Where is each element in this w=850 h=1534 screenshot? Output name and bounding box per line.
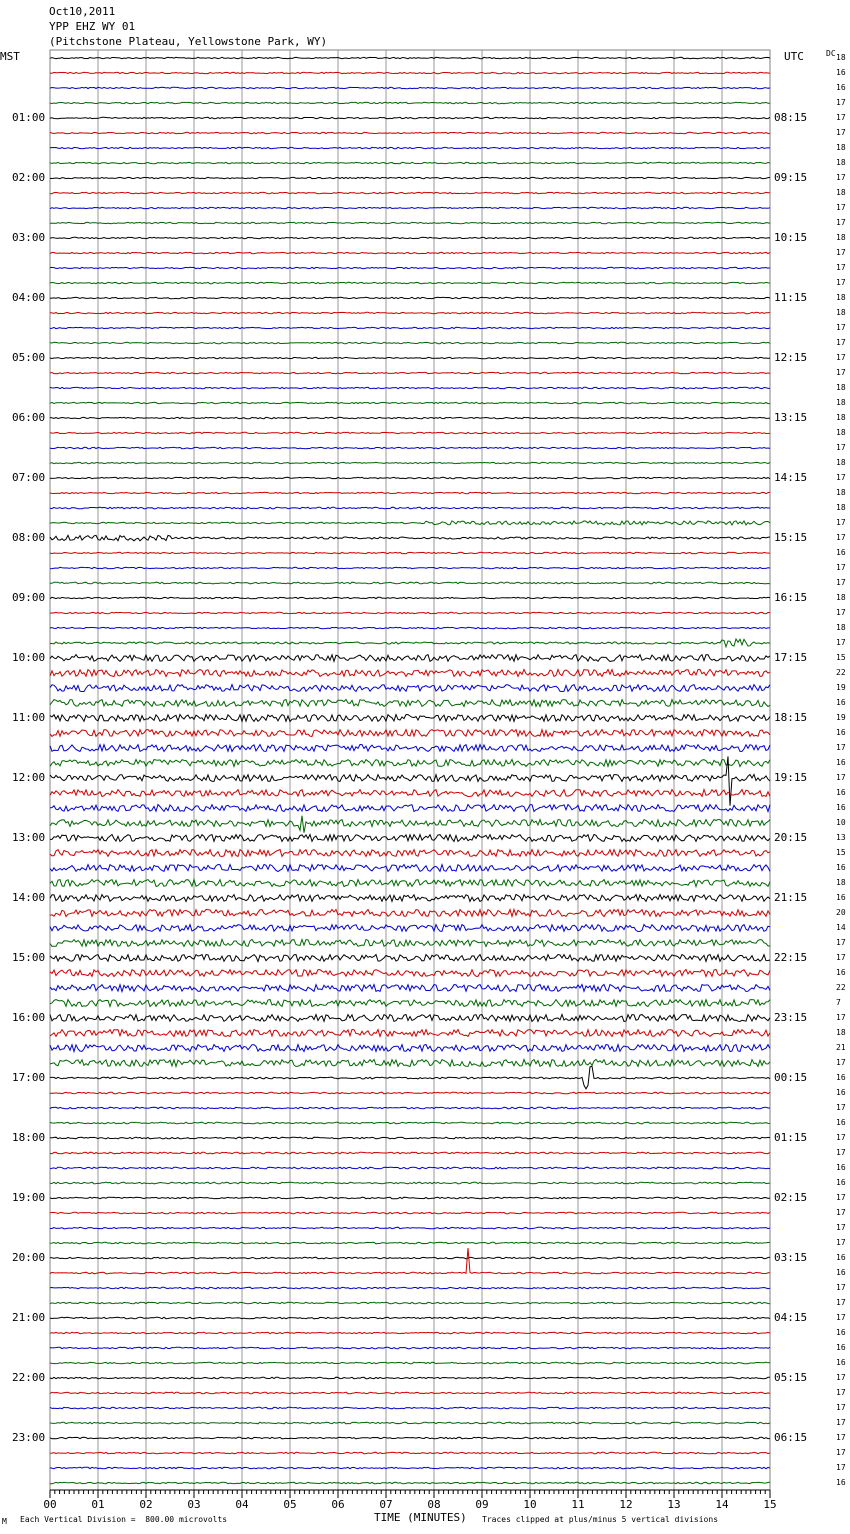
trace-line [50, 1317, 770, 1319]
x-tick-label: 05 [283, 1498, 297, 1511]
left-hour-label: 01:00 [12, 111, 46, 124]
trace-line [50, 1066, 770, 1089]
dc-offset: 16 [836, 758, 846, 767]
dc-offset: 15 [836, 848, 846, 857]
dc-offset: 16 [836, 1088, 846, 1097]
dc-offset: 16 [836, 1253, 846, 1262]
dc-offset: 13 [836, 833, 846, 842]
dc-offset: 17 [836, 1013, 846, 1022]
trace-line [50, 685, 770, 692]
dc-offset: 17 [836, 1148, 846, 1157]
corner-mark: M [2, 1517, 7, 1526]
trace-line [50, 925, 770, 932]
left-timezone-label: MST [0, 50, 20, 63]
trace-line [50, 387, 770, 388]
trace-line [50, 700, 770, 707]
dc-offset: 17 [836, 578, 846, 587]
dc-offset: 18 [836, 53, 846, 62]
dc-offset: 17 [836, 443, 846, 452]
left-hour-label: 18:00 [12, 1131, 46, 1144]
x-tick-label: 00 [43, 1498, 57, 1511]
header-station: YPP EHZ WY 01 [49, 20, 136, 33]
trace-line [50, 1060, 770, 1067]
right-hour-label: 13:15 [774, 411, 808, 424]
trace-line [50, 1482, 770, 1484]
header-date: Oct10,2011 [49, 5, 116, 18]
left-hour-label: 16:00 [12, 1011, 46, 1024]
dc-offset: 17 [836, 323, 846, 332]
trace-line [50, 1452, 770, 1454]
left-hour-label: 02:00 [12, 171, 46, 184]
x-axis [43, 1490, 776, 1511]
right-hour-label: 21:15 [774, 891, 808, 904]
left-hour-label: 20:00 [12, 1251, 46, 1264]
right-hour-label: 01:15 [774, 1131, 808, 1144]
right-hour-label: 17:15 [774, 651, 808, 664]
dc-offset: 18 [836, 383, 846, 392]
trace-line [50, 507, 770, 509]
dc-offset: 18 [836, 188, 846, 197]
dc-offset: 10 [836, 818, 846, 827]
trace-line [50, 1015, 770, 1022]
left-hour-label: 14:00 [12, 891, 46, 904]
dc-offset: 16 [836, 68, 846, 77]
dc-offset: 17 [836, 338, 846, 347]
dc-offset: 16 [836, 803, 846, 812]
left-hour-label: 06:00 [12, 411, 46, 424]
trace-line [50, 462, 770, 463]
trace-line [50, 57, 770, 58]
trace-line [50, 357, 770, 358]
trace-line [50, 1030, 770, 1037]
dc-offset: 17 [836, 1193, 846, 1202]
right-hour-label: 10:15 [774, 231, 808, 244]
trace-line [50, 162, 770, 163]
right-hour-label: 19:15 [774, 771, 808, 784]
left-hour-label: 19:00 [12, 1191, 46, 1204]
trace-line [50, 670, 770, 677]
dc-offset: 17 [836, 1223, 846, 1232]
dc-offset: 16 [836, 1118, 846, 1127]
dc-offset: 21 [836, 1043, 846, 1052]
dc-offset: 16 [836, 863, 846, 872]
dc-offset: 20 [836, 908, 846, 917]
seismic-traces [50, 57, 770, 1484]
dc-offset: 16 [836, 1343, 846, 1352]
trace-line [50, 567, 770, 568]
trace-line [50, 1045, 770, 1052]
x-tick-label: 12 [619, 1498, 633, 1511]
trace-line [50, 805, 770, 812]
dc-offset: 18 [836, 458, 846, 467]
trace-line [50, 372, 770, 373]
dc-offset: 18 [836, 143, 846, 152]
right-hour-label: 12:15 [774, 351, 808, 364]
header-location: (Pitchstone Plateau, Yellowstone Park, WY) [49, 35, 328, 48]
right-hour-label: 08:15 [774, 111, 808, 124]
dc-offset: 17 [836, 1388, 846, 1397]
trace-line [50, 816, 770, 833]
left-hour-label: 11:00 [12, 711, 46, 724]
x-tick-label: 11 [571, 1498, 585, 1511]
dc-offset: 19 [836, 713, 846, 722]
dc-offset: 17 [836, 1298, 846, 1307]
right-hour-label: 06:15 [774, 1431, 808, 1444]
dc-offset: 17 [836, 1373, 846, 1382]
left-hour-label: 07:00 [12, 471, 46, 484]
dc-offset: 17 [836, 608, 846, 617]
right-hour-label: 14:15 [774, 471, 808, 484]
trace-line [50, 1122, 770, 1124]
trace-line [50, 715, 770, 722]
dc-offset: 17 [836, 368, 846, 377]
x-tick-label: 07 [379, 1498, 393, 1511]
x-tick-label: 01 [91, 1498, 105, 1511]
x-tick-label: 08 [427, 1498, 441, 1511]
trace-line [50, 1212, 770, 1214]
dc-label: DC [826, 49, 836, 58]
x-tick-label: 09 [475, 1498, 489, 1511]
trace-line [50, 267, 770, 268]
trace-line [50, 417, 770, 418]
trace-line [50, 72, 770, 73]
trace-line [50, 1362, 770, 1364]
trace-line [50, 492, 770, 493]
dc-offset: 17 [836, 773, 846, 782]
trace-line [50, 940, 770, 947]
trace-line [50, 402, 770, 403]
dc-offset: 17 [836, 278, 846, 287]
right-hour-label: 20:15 [774, 831, 808, 844]
dc-offset: 17 [836, 1238, 846, 1247]
dc-offset: 18 [836, 488, 846, 497]
trace-line [50, 102, 770, 103]
trace-line [50, 1137, 770, 1139]
dc-offset: 16 [836, 1163, 846, 1172]
plot-frame [50, 50, 770, 1490]
right-hour-label: 11:15 [774, 291, 808, 304]
time-grid [50, 50, 770, 1490]
dc-offset: 17 [836, 1448, 846, 1457]
trace-line [50, 850, 770, 857]
dc-offset: 18 [836, 158, 846, 167]
x-tick-label: 10 [523, 1498, 537, 1511]
trace-line [50, 790, 770, 797]
trace-line [50, 1422, 770, 1424]
trace-line [50, 147, 770, 148]
trace-line [50, 1152, 770, 1154]
dc-offset: 17 [836, 1103, 846, 1112]
trace-line [50, 1167, 770, 1169]
trace-line [50, 865, 770, 872]
dc-offset: 16 [836, 548, 846, 557]
dc-offset: 7 [836, 998, 841, 1007]
trace-line [50, 312, 770, 313]
dc-offset: 17 [836, 1133, 846, 1142]
dc-offset: 18 [836, 308, 846, 317]
trace-line [50, 477, 770, 478]
dc-offset: 22 [836, 983, 846, 992]
dc-offset: 17 [836, 1403, 846, 1412]
dc-offset: 17 [836, 743, 846, 752]
dc-offset: 18 [836, 503, 846, 512]
trace-line [50, 895, 770, 902]
trace-line [50, 1092, 770, 1094]
left-hour-label: 23:00 [12, 1431, 46, 1444]
scale-note: Each Vertical Division = 800.00 microvolts [20, 1515, 228, 1524]
trace-line [50, 297, 770, 298]
trace-line [50, 1227, 770, 1229]
right-hour-label: 03:15 [774, 1251, 808, 1264]
trace-line [50, 1257, 770, 1259]
trace-line [50, 1000, 770, 1007]
dc-offset: 17 [836, 473, 846, 482]
dc-offset: 17 [836, 113, 846, 122]
right-hour-label: 00:15 [774, 1071, 808, 1084]
dc-offset: 17 [836, 263, 846, 272]
dc-offset: 18 [836, 878, 846, 887]
dc-offset: 17 [836, 518, 846, 527]
trace-line [50, 252, 770, 253]
dc-offset: 16 [836, 1358, 846, 1367]
trace-line [50, 521, 770, 525]
right-hour-label: 09:15 [774, 171, 808, 184]
right-timezone-label: UTC [784, 50, 804, 63]
x-tick-label: 02 [139, 1498, 153, 1511]
trace-line [50, 237, 770, 238]
right-hour-label: 02:15 [774, 1191, 808, 1204]
dc-offset: 16 [836, 83, 846, 92]
dc-offset: 17 [836, 1208, 846, 1217]
dc-offset: 18 [836, 413, 846, 422]
trace-line [50, 655, 770, 662]
dc-offset: 17 [836, 938, 846, 947]
trace-line [50, 627, 770, 628]
trace-line [50, 760, 770, 767]
trace-line [50, 955, 770, 962]
trace-line [50, 1197, 770, 1199]
clip-note: Traces clipped at plus/minus 5 vertical divisions [482, 1515, 719, 1524]
dc-offset: 18 [836, 293, 846, 302]
trace-line [50, 1248, 770, 1274]
dc-offset: 17 [836, 1058, 846, 1067]
dc-offset: 16 [836, 1268, 846, 1277]
trace-line [50, 1377, 770, 1379]
trace-line [50, 1407, 770, 1409]
trace-line [50, 1392, 770, 1394]
trace-line [50, 835, 770, 842]
left-hour-label: 08:00 [12, 531, 46, 544]
trace-line [50, 730, 770, 737]
dc-offset: 17 [836, 953, 846, 962]
dc-offset: 16 [836, 728, 846, 737]
right-hour-label: 22:15 [774, 951, 808, 964]
trace-line [50, 985, 770, 992]
left-hour-label: 13:00 [12, 831, 46, 844]
dc-offset: 16 [836, 788, 846, 797]
dc-offset: 17 [836, 533, 846, 542]
trace-line [50, 117, 770, 118]
trace-line [50, 177, 770, 178]
trace-line [50, 910, 770, 917]
trace-line [50, 447, 770, 448]
left-hour-label: 12:00 [12, 771, 46, 784]
left-hour-label: 05:00 [12, 351, 46, 364]
dc-offset: 19 [836, 683, 846, 692]
trace-line [50, 432, 770, 433]
left-hour-label: 15:00 [12, 951, 46, 964]
left-hour-label: 10:00 [12, 651, 46, 664]
dc-offset: 17 [836, 173, 846, 182]
left-hour-label: 21:00 [12, 1311, 46, 1324]
trace-line [50, 132, 770, 133]
dc-offset: 16 [836, 893, 846, 902]
dc-offset: 17 [836, 218, 846, 227]
dc-offset: 18 [836, 623, 846, 632]
dc-offset: 17 [836, 1313, 846, 1322]
trace-line [50, 207, 770, 208]
dc-offset: 17 [836, 128, 846, 137]
dc-offset: 17 [836, 248, 846, 257]
dc-offset: 17 [836, 203, 846, 212]
trace-line [50, 552, 770, 553]
trace-line [50, 1332, 770, 1334]
x-tick-label: 14 [715, 1498, 729, 1511]
trace-line [50, 1182, 770, 1184]
trace-line [50, 1347, 770, 1349]
dc-offset: 18 [836, 233, 846, 242]
trace-line [50, 1107, 770, 1109]
trace-line [50, 612, 770, 613]
right-hour-label: 23:15 [774, 1011, 808, 1024]
dc-offset: 17 [836, 563, 846, 572]
trace-line [50, 597, 770, 598]
right-hour-label: 04:15 [774, 1311, 808, 1324]
trace-line [50, 1242, 770, 1244]
trace-line [50, 582, 770, 584]
left-hour-label: 09:00 [12, 591, 46, 604]
x-tick-label: 13 [667, 1498, 681, 1511]
dc-offset: 18 [836, 593, 846, 602]
dc-offset: 15 [836, 653, 846, 662]
left-hour-label: 04:00 [12, 291, 46, 304]
right-hour-label: 18:15 [774, 711, 808, 724]
dc-offset: 17 [836, 1283, 846, 1292]
dc-offset: 18 [836, 398, 846, 407]
trace-line [50, 282, 770, 283]
dc-offset: 16 [836, 698, 846, 707]
right-hour-label: 16:15 [774, 591, 808, 604]
trace-line [50, 970, 770, 977]
trace-line [50, 342, 770, 343]
trace-line [50, 192, 770, 193]
dc-offset: 17 [836, 98, 846, 107]
dc-offset: 18 [836, 428, 846, 437]
dc-offset: 16 [836, 1478, 846, 1487]
dc-offset: 18 [836, 1028, 846, 1037]
dc-offset: 16 [836, 968, 846, 977]
trace-line [50, 87, 770, 88]
dc-offset: 16 [836, 1328, 846, 1337]
dc-offset: 14 [836, 923, 846, 932]
right-hour-label: 05:15 [774, 1371, 808, 1384]
x-tick-label: 04 [235, 1498, 249, 1511]
x-tick-label: 06 [331, 1498, 345, 1511]
dc-offset: 16 [836, 1073, 846, 1082]
trace-line [50, 1287, 770, 1289]
dc-offset: 17 [836, 638, 846, 647]
left-hour-label: 22:00 [12, 1371, 46, 1384]
x-tick-label: 03 [187, 1498, 201, 1511]
dc-offset: 16 [836, 1178, 846, 1187]
dc-offset: 22 [836, 668, 846, 677]
x-tick-label: 15 [763, 1498, 777, 1511]
left-hour-label: 17:00 [12, 1071, 46, 1084]
trace-line [50, 745, 770, 752]
dc-offset: 17 [836, 1418, 846, 1427]
trace-line [50, 535, 770, 541]
trace-line [50, 1467, 770, 1469]
dc-offset: 17 [836, 353, 846, 362]
trace-line [50, 639, 770, 647]
left-hour-label: 03:00 [12, 231, 46, 244]
trace-line [50, 1437, 770, 1439]
trace-line [50, 880, 770, 887]
dc-offset: 17 [836, 1433, 846, 1442]
trace-line [50, 222, 770, 223]
dc-offset: 17 [836, 1463, 846, 1472]
x-axis-title: TIME (MINUTES) [374, 1511, 467, 1524]
trace-line [50, 1302, 770, 1304]
trace-line [50, 327, 770, 328]
right-hour-label: 15:15 [774, 531, 808, 544]
